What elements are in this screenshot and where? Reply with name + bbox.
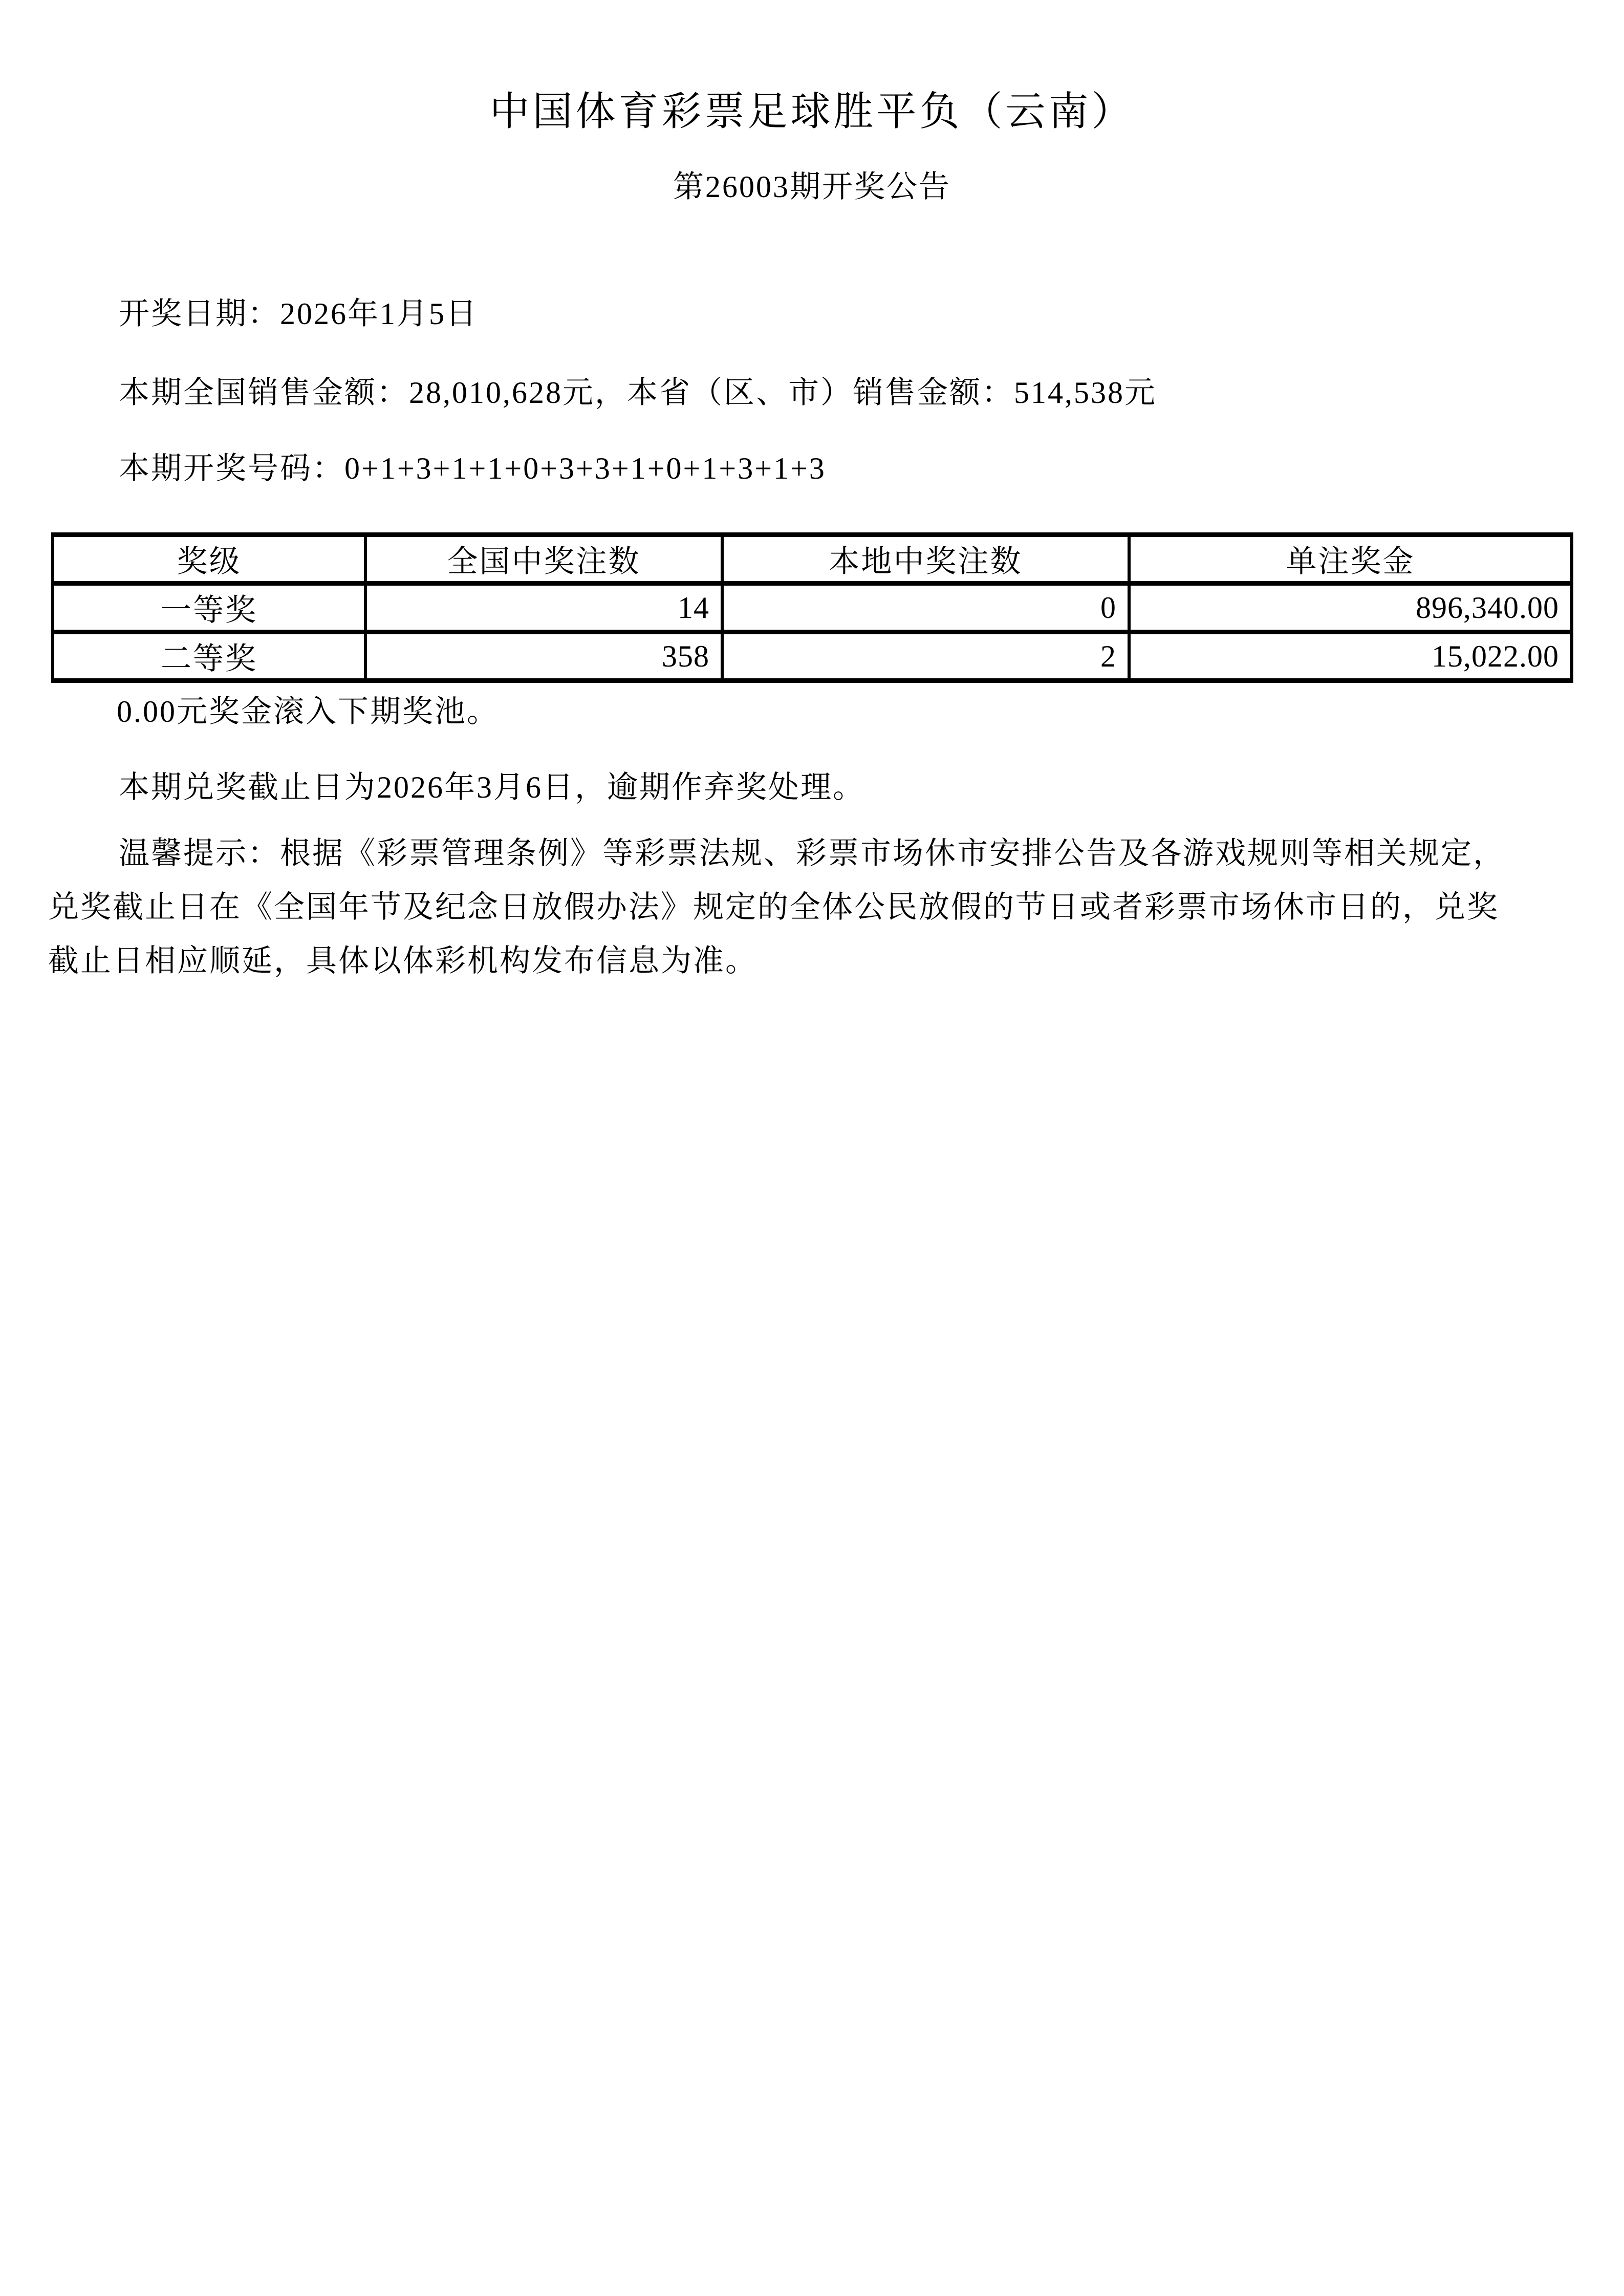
table-row-second-prize — [53, 632, 1572, 681]
first-prize-level: 一等奖 — [53, 584, 365, 632]
first-prize-amount: 896,340.00 — [1129, 584, 1572, 632]
first-prize-local-winners: 0 — [722, 584, 1129, 632]
header-prize-level: 奖级 — [53, 535, 365, 584]
rollover-line: 0.00元奖金滚入下期奖池。 — [117, 695, 499, 728]
notice-line-3: 截止日相应顺延，具体以体彩机构发布信息为准。 — [48, 944, 757, 978]
first-prize-national-winners: 14 — [365, 584, 722, 632]
header-national-winners: 全国中奖注数 — [365, 535, 722, 584]
prize-table-header-row — [53, 535, 1572, 584]
second-prize-local-winners: 2 — [722, 632, 1129, 681]
sales-amount-line: 本期全国销售金额：28,010,628元，本省（区、市）销售金额：514,538元 — [119, 376, 1157, 410]
winning-numbers-line: 本期开奖号码：0+1+3+1+1+0+3+3+1+0+1+3+1+3 — [119, 452, 826, 485]
second-prize-amount: 15,022.00 — [1129, 632, 1572, 681]
second-prize-level: 二等奖 — [53, 632, 365, 681]
notice-line-2: 兑奖截止日在《全国年节及纪念日放假办法》规定的全体公民放假的节日或者彩票市场休市日的，兑奖 — [48, 890, 1499, 924]
notice-line-1: 温馨提示：根据《彩票管理条例》等彩票法规、彩票市场休市安排公告及各游戏规则等相关规定， — [119, 836, 1505, 870]
header-local-winners: 本地中奖注数 — [722, 535, 1129, 584]
table-row-first-prize — [53, 584, 1572, 632]
page-subtitle: 第26003期开奖公告 — [673, 170, 951, 204]
redeem-deadline-line: 本期兑奖截止日为2026年3月6日，逾期作弃奖处理。 — [119, 770, 865, 804]
header-prize-per-bet: 单注奖金 — [1129, 535, 1572, 584]
page-title: 中国体育彩票足球胜平负（云南） — [489, 89, 1135, 134]
notice-paragraph — [48, 827, 1578, 988]
prize-table — [51, 532, 1573, 683]
draw-date-line: 开奖日期：2026年1月5日 — [119, 297, 478, 331]
second-prize-national-winners: 358 — [365, 632, 722, 681]
